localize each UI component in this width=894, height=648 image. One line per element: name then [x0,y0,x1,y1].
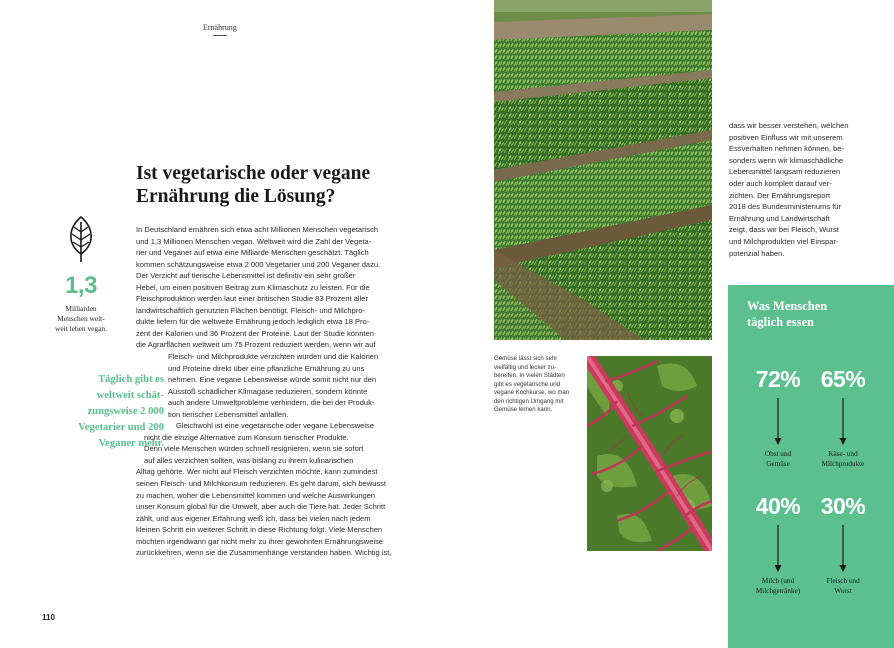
vegetable-field-photo [494,0,712,340]
body-line: Gleichwohl ist eine vegetarische oder vegane Lebensweise [176,421,375,431]
body-line: Fleischproduktion werden laut einer britischen Studie 83 Prozent aller [136,294,368,304]
body-line: nicht die einzige Alternative zum Konsum tierischer Produkte. [144,432,349,442]
pull-quote-line: zungsweise 2 000 [87,406,164,417]
body-line: zent der Kalorien und 36 Prozent der Proteine. Laut der Studie könnten [136,328,374,338]
arrow-down-icon [838,525,848,573]
body-line: und 1,3 Millionen Menschen vegan. Weltweit wird die Zahl der Vegeta- [136,236,372,246]
pull-quote-line: weltweit schät- [96,390,164,401]
label-line: Gemüse [766,460,790,468]
body-line: kleinen Schritt ein weiterer Schritt in diese Richtung folgt. Viele Menschen [136,525,383,535]
caption-line: Gemüse lernen kann. [494,406,553,413]
arrow-down-icon [773,525,783,573]
title-line-2: Ernährung die Lösung? [136,186,336,207]
body-line: auch andere Umweltprobleme verhindern, die bei der Produk- [168,398,375,408]
infobox-title [747,298,887,330]
body-line: Hebel, um einen positiven Beitrag zum Klimaschutz zu leisten. Für die [136,282,370,292]
arrow-down-icon [838,398,848,446]
label-line: Käse- und [828,450,858,458]
right-line: Essverhalten nehmen können, be- [729,144,844,154]
pull-quote-line: Täglich gibt es [98,374,164,385]
right-line: potenzial haben. [729,248,785,258]
chard-leaf-photo [587,356,712,551]
right-line: oder auch komplett darauf ver- [729,178,832,188]
body-line: dukte liefern für die weltweite Ernährung jedoch lediglich etwa 18 Pro- [136,317,370,327]
leaf-icon [62,214,100,264]
stat-percent-cheese-dairy: 65% [820,366,866,392]
body-line: Der Verzicht auf tierische Lebensmittel ist definitiv ein sehr großer [136,271,356,281]
body-line: In Deutschland ernähren sich etwa acht Millionen Menschen vegetarisch [136,225,379,234]
article-title [136,162,436,208]
body-line: Denn viele Menschen würden schnell resignieren, wenn sie sofort [144,444,364,454]
stat-caption-line: Milliarden [65,304,97,313]
body-line: nehmen. Eine vegane Lebensweise würde somit nicht nur den [168,375,377,385]
infobox-title-line: Was Menschen [747,299,828,313]
body-line: möchten irgendwann gar nicht mehr zu ihrer gewohnten Ernährungsweise [136,536,384,546]
body-line: kommen schätzungsweise etwa 2 000 Vegetarier und 200 Veganer dazu. [136,259,381,269]
label-meat-sausage [803,576,883,596]
body-line: auf alles verzichten sollten, was bislang zu ihrem kulinarischen [144,455,354,465]
label-line: Milchgetränke) [755,587,801,595]
label-line: Fleisch und [826,577,860,585]
right-line: und Milchprodukten viel Einspar- [729,236,839,246]
label-line: Obst und [764,450,792,458]
section-rule [213,35,227,36]
caption-line: Gemüse lässt sich sehr [494,355,558,362]
body-line: landwirtschaftlich genutzten Flächen benötigt. Fleisch- und Milchpro- [136,305,366,315]
body-line: zählt, und aus eigener Erfahrung weiß ich, dass bei vielen nach jedem [136,513,371,523]
right-line: Lebensmittel langsam reduzieren [729,167,841,177]
body-line: und Proteine direkt über eine pflanzliche Ernährung zu uns [168,363,365,373]
right-line: dass wir besser verstehen, welchen [729,121,849,130]
label-line: Wurst [834,587,852,595]
body-line: zu machen, woher die Lebensmittel kommen und welche Auswirkungen [136,490,376,500]
label-line: Milch (und [761,577,795,585]
body-line: rier und Veganer auf etwa eine Milliarde Menschen geschätzt. Täglich [136,248,369,258]
section-label: Ernährung [203,23,237,32]
stat-caption-line: weit leben vegan. [55,324,107,333]
body-line: tion tierischer Lebensmittel anfallen. [168,409,289,419]
label-cheese-dairy [803,449,883,469]
body-line: Fleisch- und Milchprodukte verzichten würden und die Kalorien [168,352,379,362]
pull-quote-line: Vegetarier und 200 [78,422,164,433]
caption-line: den richtigen Umgang mit [494,397,564,405]
body-line: unser Konsum global für die Umwelt, aber auch die Tiere hat. Jeder Schritt [136,502,386,512]
body-line: seinen Fleisch- und Milchkonsum reduzieren. Es geht darum, sich bewusst [136,479,387,489]
pull-quote-line: Veganer mehr. [98,438,164,449]
right-line: 2018 des Bundesministeriums für [729,202,842,212]
body-line: Alltag gehörte. Wer nicht auf Fleisch verzichten möchte, kann zumindest [136,467,378,477]
stat-caption-line: Menschen welt- [57,314,105,323]
right-line: zeigt, dass wir bei Fleisch, Wurst [729,225,839,235]
right-line: positiven Einfluss wir mit unserem [729,132,843,142]
stat-value: 1,3 [65,272,97,299]
article-body [136,224,406,559]
infobox-title-line: täglich essen [747,315,815,329]
body-line: Ausstoß schädlicher Klimagase reduzieren, sondern könnte [168,386,368,396]
caption-line: bereiten. In vielen Städten [494,372,565,379]
caption-line: vegane Kochkurse, wo man [494,389,570,396]
title-line-1: Ist vegetarische oder vegane [136,163,371,184]
caption-line: vielfältig und lecker zu- [494,363,556,371]
right-line: sonders wenn wir klimaschädliche [729,155,844,165]
stat-percent-fruit-vegetables: 72% [755,366,801,392]
caption-line: gibt es vegetarische und [494,380,561,388]
page-number: 110 [42,613,55,622]
right-line: Ernährung und Landwirtschaft [729,213,830,223]
right-line: zichten. Der Ernährungsreport [729,190,831,200]
arrow-down-icon [773,398,783,446]
stat-caption [48,304,114,334]
photo-caption [494,355,580,415]
right-column-text [729,120,889,259]
stat-percent-milk: 40% [755,493,801,519]
body-line: zurückkehren, wenn sie die Zusammenhänge verstanden haben. Wichtig ist, [136,548,392,558]
label-line: Milchprodukte [821,460,865,468]
stat-percent-meat-sausage: 30% [820,493,866,519]
body-line: die Agrarflächen weltweit um 75 Prozent reduziert werden, wenn wir auf [136,340,376,350]
